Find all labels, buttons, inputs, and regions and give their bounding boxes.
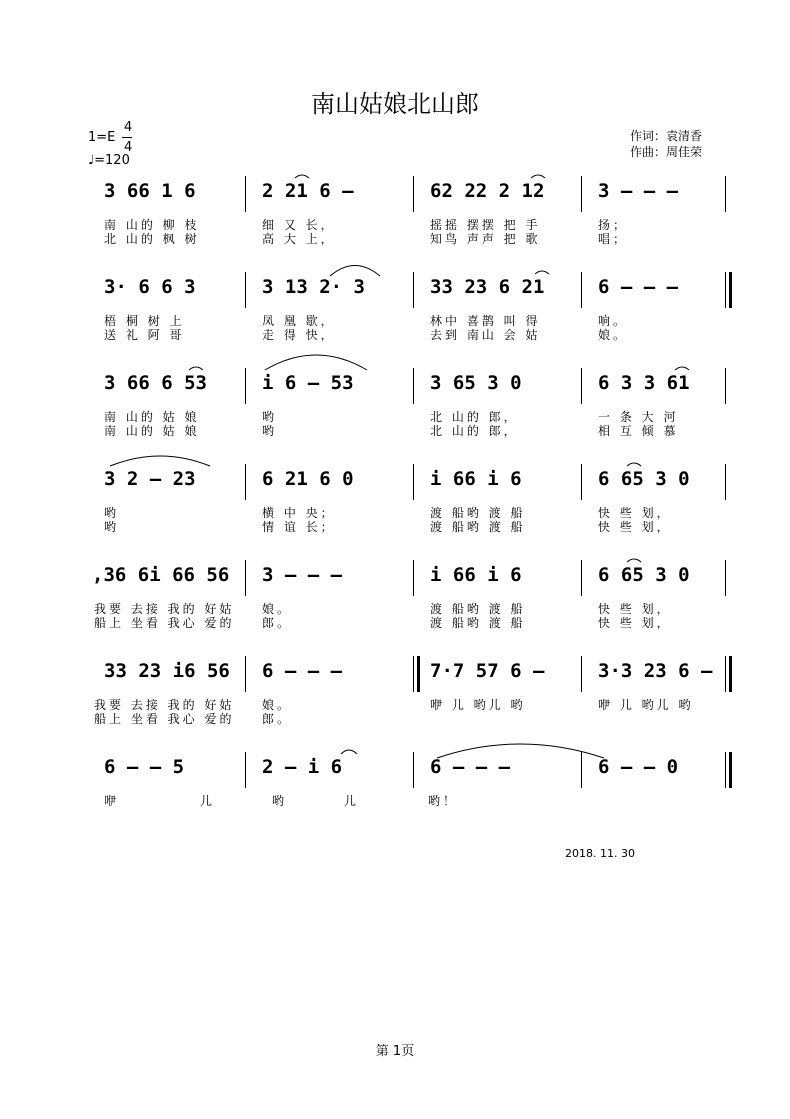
measure-notes: 3 66 1 6 [104,180,196,202]
lyric-phrase: 唱； [598,232,629,246]
key-signature: 1=E [88,130,116,145]
lyric-phrase: 林中 喜鹊 叫 得 [430,314,541,328]
lyric-phrase: 郎。 [262,616,293,630]
lyric-phrase: 北 山的 枫 树 [104,232,200,246]
lyric-syllable: 哟！ [428,794,459,808]
measure-notes: 6 65 3 0 [598,468,690,490]
lyric-phrase: 快 些 划， [598,602,672,616]
lyric-syllable: 哟 [272,794,288,808]
lyric-syllable: 儿 [344,794,360,808]
lyric-phrase: 南 山的 姑 娘 [104,424,200,438]
lyric-phrase: 情 谊 长； [262,520,336,534]
measure-notes: 6 21 6 0 [262,468,354,490]
lyric-phrase: 哟 [104,506,120,520]
lyric-phrase: 南 山的 柳 枝 [104,218,200,232]
measure-notes: 6 – – 0 [598,756,679,778]
measure-notes: 3 – – – [598,180,679,202]
lyric-phrase: 我要 去接 我的 好姑 [94,602,235,616]
measure-notes: 7·7 57 6 – [430,660,545,682]
time-signature-bottom: 4 [124,140,133,155]
lyric-phrase: 哟 [262,424,278,438]
measure-notes: 33 23 6 21 [430,276,545,298]
lyric-phrase: 我要 去接 我的 好姑 [94,698,235,712]
lyric-phrase: 相 互 倾 慕 [598,424,679,438]
measure-notes: 2 21 6 – [262,180,354,202]
lyric-phrase: 梧 桐 树 上 [104,314,185,328]
lyric-phrase: 送 礼 阿 哥 [104,328,185,342]
measure-notes: 3 66 6 53 [104,372,207,394]
measure-notes: 6 – – – [598,276,679,298]
lyric-phrase: 知鸟 声声 把 歌 [430,232,541,246]
lyric-phrase: 渡 船哟 渡 船 [430,520,526,534]
measure-notes: 33 23 i6 56 [104,660,230,682]
measure-notes: 3 13 2· 3 [262,276,365,298]
lyric-phrase: 细 又 长， [262,218,336,232]
lyric-phrase: 走 得 快， [262,328,336,342]
lyric-syllable: 咿 [104,794,120,808]
lyric-phrase: 凤 凰 歇， [262,314,336,328]
measure-notes: 3 – – – [262,564,343,586]
lyric-phrase: 快 些 划， [598,506,672,520]
lyric-phrase: 娘。 [262,602,293,616]
tempo-marking: ♩=120 [88,153,130,168]
lyric-phrase: 摇摇 摆摆 把 手 [430,218,541,232]
composer: 作曲：周佳荣 [630,145,703,159]
lyric-phrase: 渡 船哟 渡 船 [430,506,526,520]
lyric-phrase: 一 条 大 河 [598,410,679,424]
measure-notes: i 66 i 6 [430,564,522,586]
measure-notes: 2 – i 6 [262,756,343,778]
lyric-phrase: 咿 儿 哟儿 哟 [430,698,526,712]
measure-notes: 3· 6 6 3 [104,276,196,298]
lyric-phrase: 横 中 央； [262,506,336,520]
lyric-phrase: 娘。 [262,698,293,712]
lyric-phrase: 南 山的 姑 娘 [104,410,200,424]
measure-notes: 3·3 23 6 – [598,660,713,682]
lyric-phrase: 哟 [262,410,278,424]
lyric-phrase: 响。 [598,314,629,328]
lyric-phrase: 船上 坐看 我心 爱的 [94,712,235,726]
measure-notes: i 6 – 53 [262,372,354,394]
lyric-phrase: 快 些 划， [598,520,672,534]
lyric-phrase: 去到 南山 会 姑 [430,328,541,342]
measure-notes: 3 65 3 0 [430,372,522,394]
measure-notes: 6 3 3 61 [598,372,690,394]
lyric-phrase: 船上 坐看 我心 爱的 [94,616,235,630]
measure-notes: 62 22 2 12 [430,180,545,202]
lyric-phrase: 北 山的 郎， [430,410,519,424]
measure-notes: 6 65 3 0 [598,564,690,586]
lyric-phrase: 扬； [598,218,629,232]
lyric-phrase: 渡 船哟 渡 船 [430,616,526,630]
lyric-phrase: 哟 [104,520,120,534]
time-signature-top: 4 [124,120,133,135]
measure-notes: 6 – – 5 [104,756,185,778]
lyric-phrase: 快 些 划， [598,616,672,630]
lyric-phrase: 高 大 上， [262,232,336,246]
lyric-phrase: 郎。 [262,712,293,726]
lyric-phrase: 渡 船哟 渡 船 [430,602,526,616]
measure-notes: 6 – – – [262,660,343,682]
measure-notes: 3 2 – 23 [104,468,196,490]
measure-notes: 6 – – – [430,756,511,778]
lyric-syllable: 儿 [200,794,216,808]
page-number: 第 1页 [375,1044,415,1059]
lyric-phrase: 北 山的 郎， [430,424,519,438]
song-title: 南山姑娘北山郎 [311,90,479,118]
date-stamp: 2018. 11. 30 [565,847,635,860]
measure-notes: ,36 6i 66 56 [92,564,230,586]
lyric-phrase: 咿 儿 哟儿 哟 [598,698,694,712]
lyricist: 作词：袁清香 [630,129,703,143]
measure-notes: i 66 i 6 [430,468,522,490]
lyric-phrase: 娘。 [598,328,629,342]
